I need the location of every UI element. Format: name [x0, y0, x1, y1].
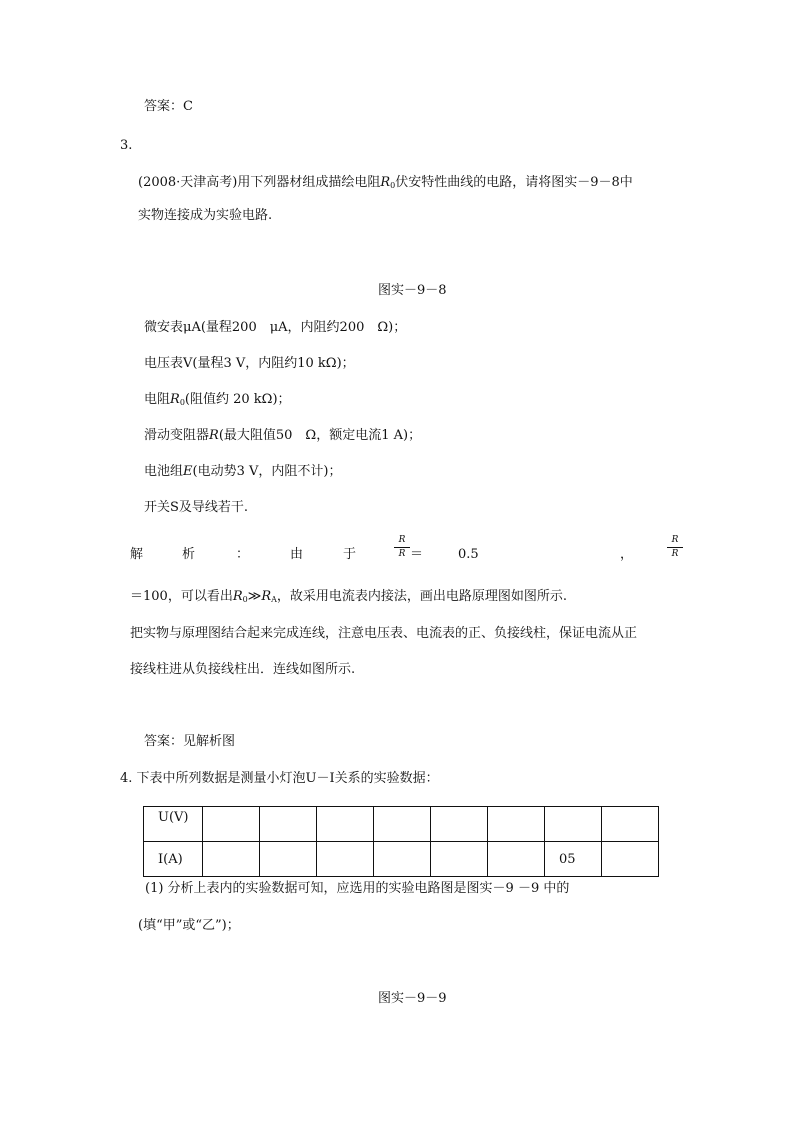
- figure-caption-9-9: 图实－9－9: [378, 991, 447, 1006]
- equipment-switch: 开关S及导线若干.: [144, 500, 249, 515]
- analysis-word-2: 析: [182, 547, 196, 562]
- table-cell: [431, 807, 488, 842]
- table-cell: [317, 807, 374, 842]
- analysis-line-3: 把实物与原理图结合起来完成连线，注意电压表、电流表的正、负接线柱，保证电流从正: [130, 626, 638, 641]
- analysis-fraction-2: R R: [665, 535, 685, 560]
- table-cell: [260, 807, 317, 842]
- q4-sub1-line2: (填“甲”或“乙”)；: [138, 918, 240, 933]
- analysis-word-1: 解: [130, 547, 144, 562]
- analysis-word-5: 于: [343, 547, 357, 562]
- table-cell: [374, 807, 431, 842]
- table-cell: [260, 842, 317, 877]
- analysis-fraction-1: R R: [392, 535, 412, 560]
- q3-answer: 答案：见解析图: [144, 734, 236, 749]
- table-row-i: [144, 842, 659, 877]
- table-cell: [602, 842, 659, 877]
- table-row-u: [144, 807, 659, 842]
- q3-number: 3.: [120, 138, 133, 153]
- data-table: [143, 806, 659, 877]
- table-cell: [431, 842, 488, 877]
- analysis-line-2: ＝100，可以看出$R_0≫R_A$，故采用电流表内接法，画出电路原理图如图所示.: [130, 589, 568, 604]
- q3-stem-line1: (2008·天津高考)用下列器材组成描绘电阻$R_0$伏安特性曲线的电路，请将图实－9－8中: [138, 175, 633, 190]
- equipment-microammeter: 微安表μA(量程200 μA，内阻约200 Ω)；: [144, 320, 407, 335]
- analysis-word-4: 由: [290, 547, 304, 562]
- equipment-resistor: 电阻$R_0$(阻值约 20 kΩ)；: [144, 392, 291, 407]
- analysis-comma: ，: [620, 547, 634, 562]
- table-cell: 05: [545, 842, 602, 877]
- equipment-battery: 电池组E(电动势3 V，内阻不计)；: [144, 464, 342, 479]
- table-cell: [203, 807, 260, 842]
- q4-stem: 4. 下表中所列数据是测量小灯泡U－I关系的实验数据：: [120, 771, 439, 786]
- analysis-line-4: 接线柱进从负接线柱出．连线如图所示.: [130, 662, 356, 677]
- analysis-value-0-5: 0.5: [458, 547, 479, 562]
- table-header-u: U(V): [144, 807, 203, 842]
- figure-caption-9-8: 图实－9－8: [378, 283, 447, 298]
- equipment-voltmeter: 电压表V(量程3 V，内阻约10 kΩ)；: [144, 356, 355, 371]
- q4-sub1-line1: (1) 分析上表内的实验数据可知，应选用的实验电路图是图实－9 －9 中的: [145, 881, 570, 896]
- table-cell: [317, 842, 374, 877]
- table-cell: [545, 807, 602, 842]
- table-cell: [203, 842, 260, 877]
- q2-answer: 答案：C: [144, 99, 193, 114]
- table-cell: [602, 807, 659, 842]
- table-cell: [488, 807, 545, 842]
- table-header-i: I(A): [144, 842, 203, 877]
- table-cell: [374, 842, 431, 877]
- q3-stem-line2: 实物连接成为实验电路.: [138, 208, 273, 223]
- analysis-equals: ＝: [410, 547, 424, 562]
- equipment-rheostat: 滑动变阻器R(最大阻值50 Ω，额定电流1 A)；: [144, 428, 422, 443]
- analysis-word-3: ：: [236, 547, 250, 562]
- table-cell: [488, 842, 545, 877]
